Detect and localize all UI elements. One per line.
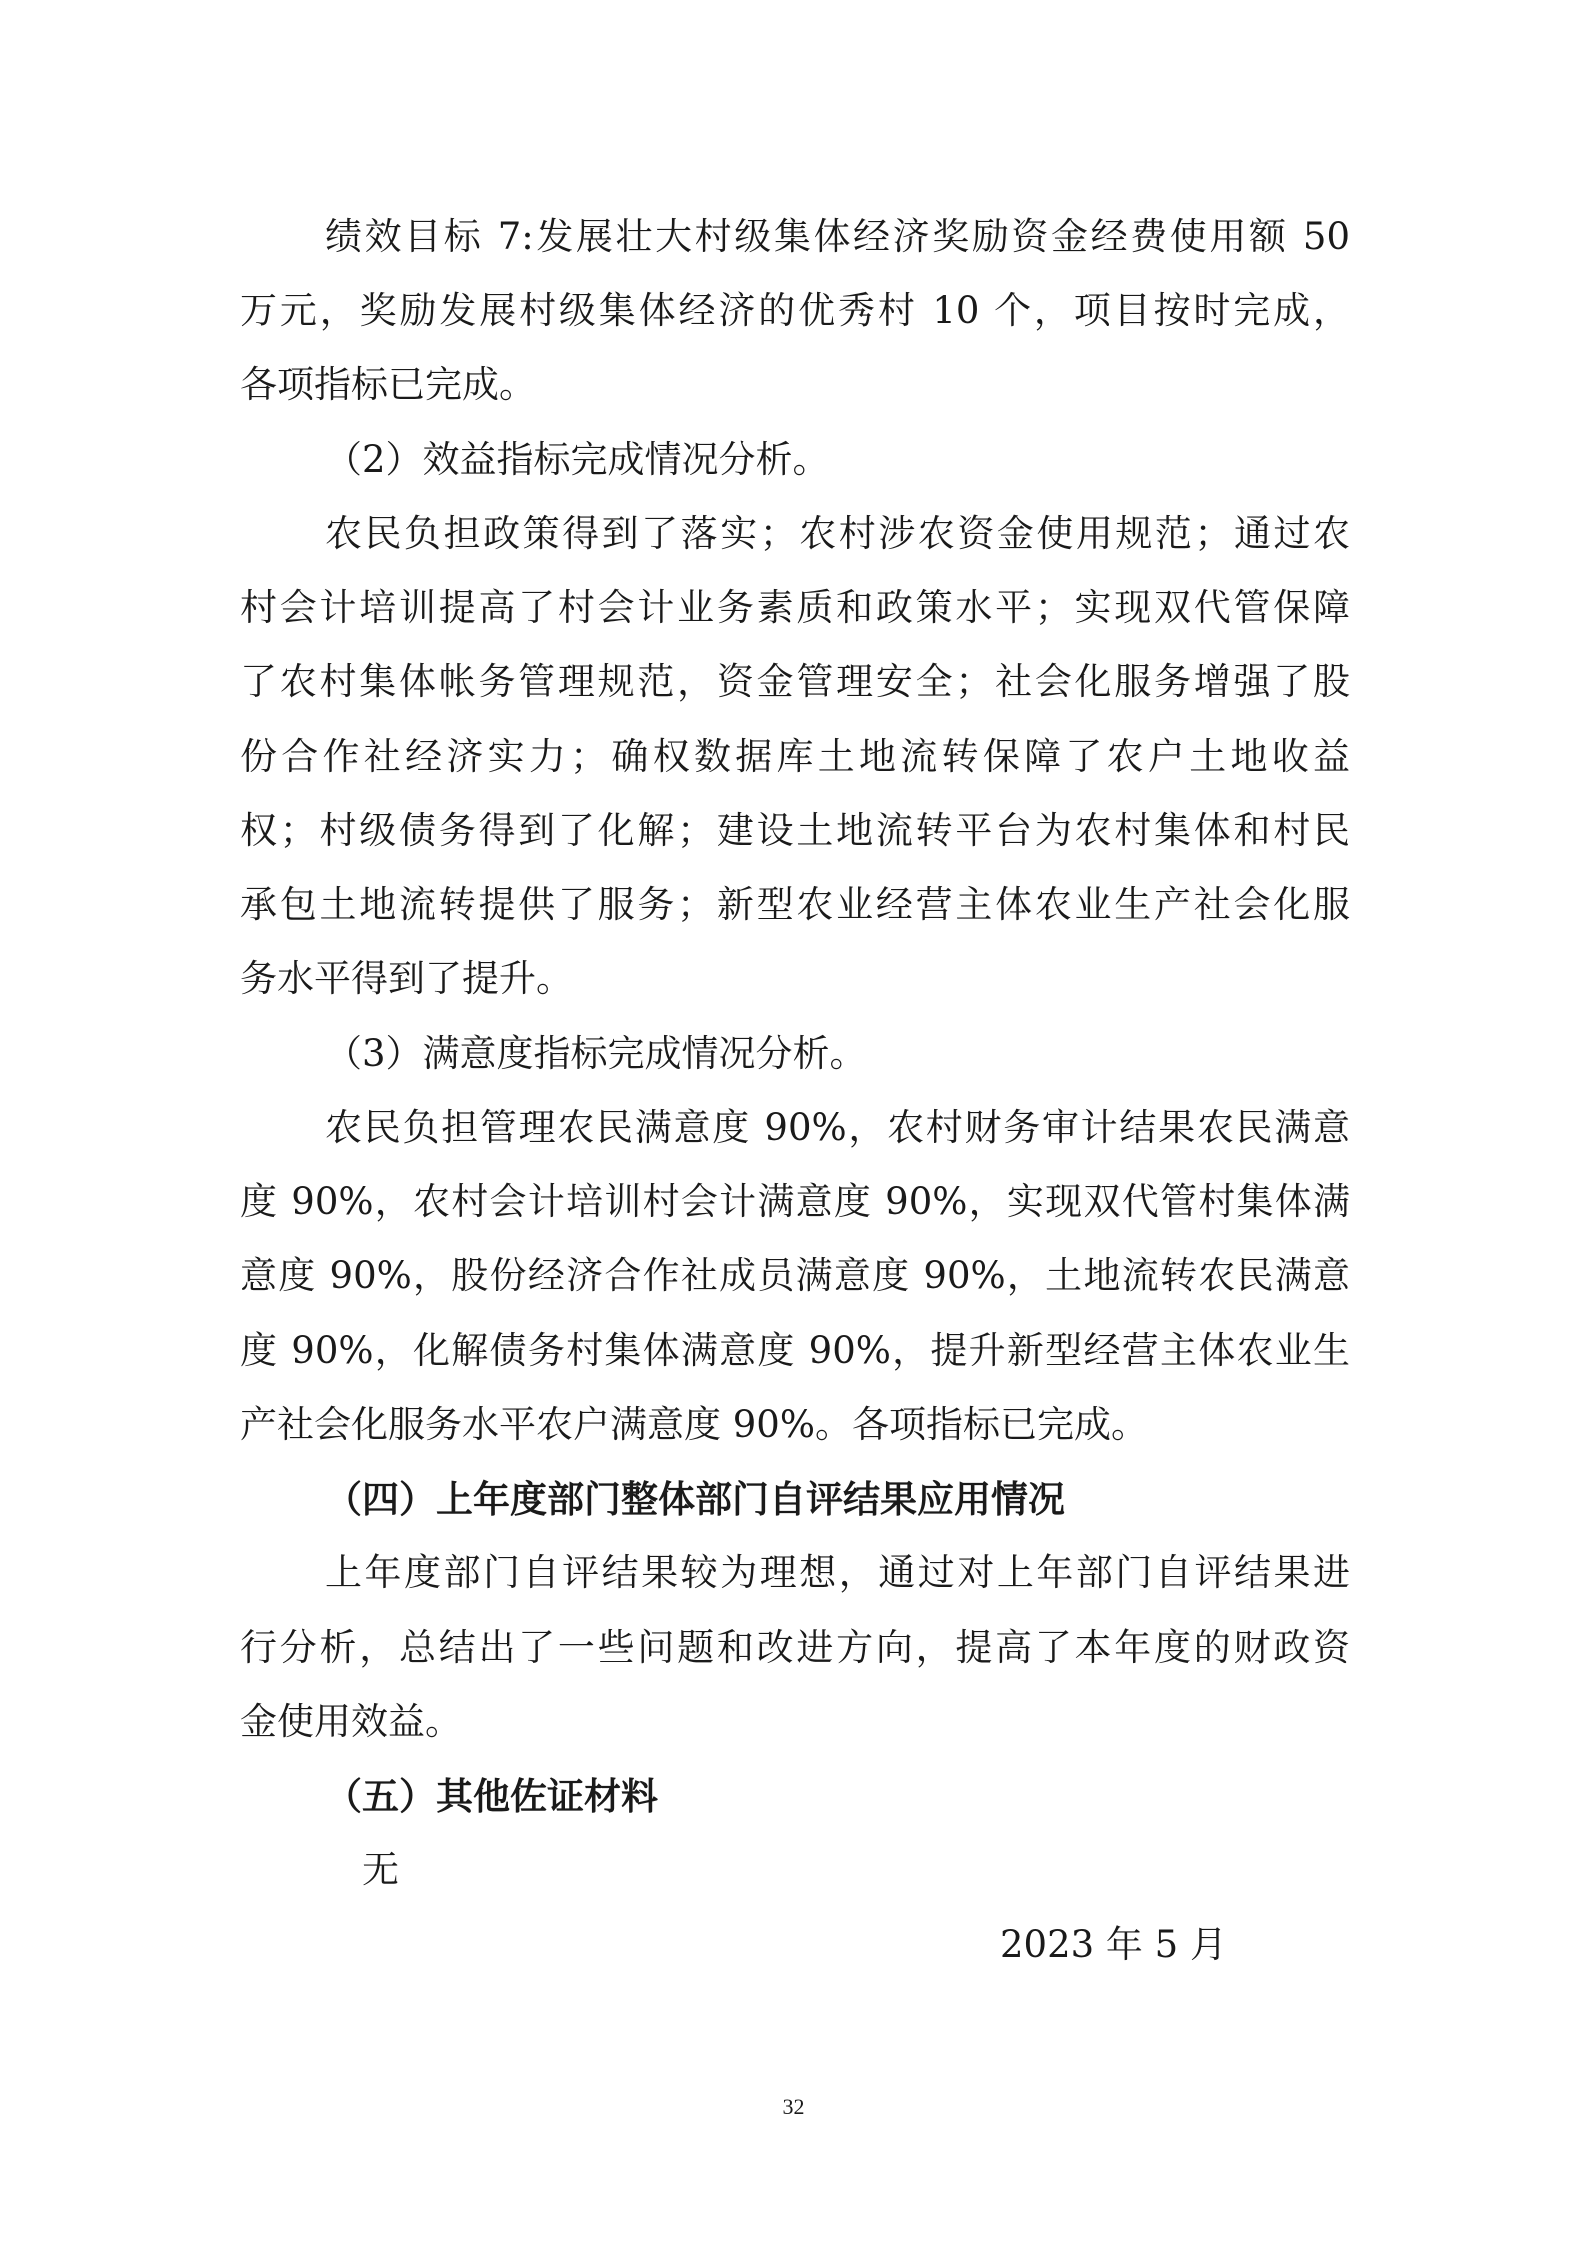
paragraph-line: 产社会化服务水平农户满意度 90%。各项指标已完成。	[240, 1403, 1148, 1446]
page-number: 32	[782, 2094, 805, 2119]
paragraph-line: 权；村级债务得到了化解；建设土地流转平台为农村集体和村民	[240, 809, 1350, 852]
paragraph-line: 承包土地流转提供了服务；新型农业经营主体农业生产社会化服	[240, 883, 1350, 926]
section-heading: （3）满意度指标完成情况分析。	[325, 1032, 867, 1075]
document-date: 2023 年 5 月	[1000, 1923, 1227, 1966]
paragraph-line: 务水平得到了提升。	[240, 957, 573, 1000]
paragraph-line: 行分析，总结出了一些问题和改进方向，提高了本年度的财政资	[240, 1626, 1350, 1669]
paragraph-line: 绩效目标 7:发展壮大村级集体经济奖励资金经费使用额 50	[325, 215, 1350, 258]
paragraph-line: 意度 90%，股份经济合作社成员满意度 90%，土地流转农民满意	[240, 1254, 1350, 1297]
paragraph-line: 村会计培训提高了村会计业务素质和政策水平；实现双代管保障	[240, 586, 1350, 629]
section-heading: （2）效益指标完成情况分析。	[325, 438, 830, 481]
paragraph-line: 上年度部门自评结果较为理想，通过对上年部门自评结果进	[325, 1551, 1350, 1594]
section-heading: （五）其他佐证材料	[325, 1774, 658, 1818]
paragraph-line: 各项指标已完成。	[240, 363, 536, 406]
paragraph-line: 万元，奖励发展村级集体经济的优秀村 10 个，项目按时完成，	[240, 289, 1350, 332]
paragraph-line: 度 90%，农村会计培训村会计满意度 90%，实现双代管村集体满	[240, 1180, 1350, 1223]
paragraph-line: 农民负担政策得到了落实；农村涉农资金使用规范；通过农	[325, 512, 1350, 555]
paragraph-line: 度 90%，化解债务村集体满意度 90%，提升新型经营主体农业生	[240, 1329, 1350, 1372]
section-heading: （四）上年度部门整体部门自评结果应用情况	[325, 1477, 1065, 1521]
paragraph-line: 农民负担管理农民满意度 90%，农村财务审计结果农民满意	[325, 1106, 1350, 1149]
paragraph-line: 无	[362, 1848, 399, 1891]
paragraph-line: 金使用效益。	[240, 1700, 462, 1743]
paragraph-line: 份合作社经济实力；确权数据库土地流转保障了农户土地收益	[240, 735, 1350, 778]
paragraph-line: 了农村集体帐务管理规范，资金管理安全；社会化服务增强了股	[240, 660, 1350, 703]
